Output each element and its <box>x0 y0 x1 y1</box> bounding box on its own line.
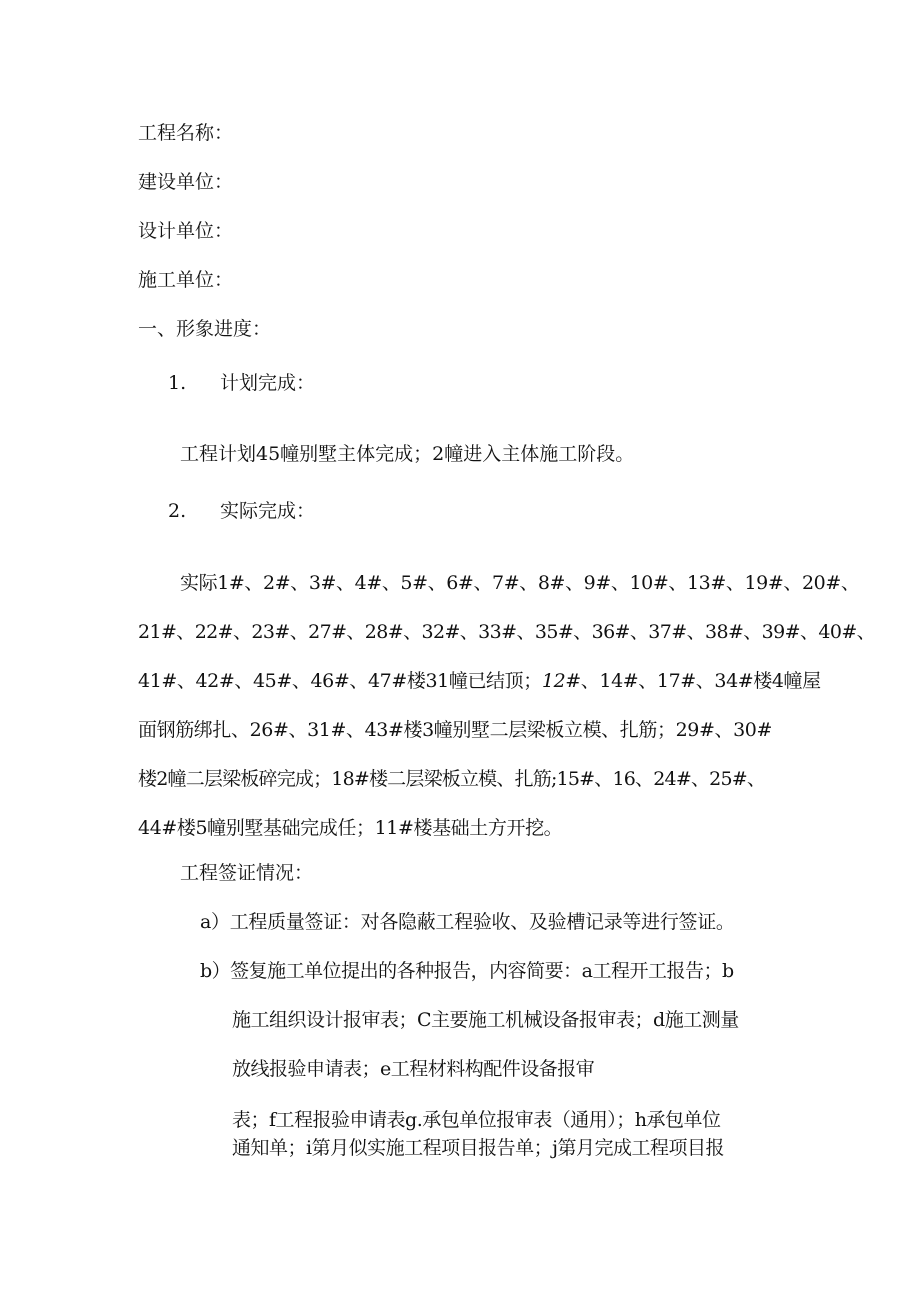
designer-label: 设计单位： <box>138 220 234 242</box>
actual-line-3-part-a: 41#、42#、45#、46#、47#楼31幢已结顶； <box>138 670 542 692</box>
actual-line-3-italic: 12# <box>541 670 581 692</box>
item-number-1: 1. <box>168 372 187 394</box>
planned-text: 工程计划45幢别墅主体完成；2幢进入主体施工阶段。 <box>180 443 635 465</box>
actual-line-2: 21#、22#、23#、27#、28#、32#、33#、35#、36#、37#、38#、39#、40#、 <box>138 621 876 643</box>
visa-item-b-line-2: 施工组织设计报审表；C主要施工机械设备报审表；d施工测量 <box>232 1009 739 1031</box>
planned-label: 计划完成： <box>220 372 316 394</box>
visa-title: 工程签证情况： <box>180 862 314 884</box>
visa-item-b-line-1: b）签复施工单位提出的各种报告，内容简要：a工程开工报告；b <box>200 960 734 982</box>
item-number-2: 2. <box>168 500 187 522</box>
actual-line-3-part-b: 、14#、17#、34#楼4幢屋 <box>580 670 821 692</box>
visa-item-a: a）工程质量签证：对各隐蔽工程验收、及验槽记录等进行签证。 <box>200 911 735 933</box>
visa-item-b-line-5: 通知单；i第月似实施工程项目报告单；j第月完成工程项目报 <box>232 1137 724 1159</box>
visa-item-b-line-4: 表；f工程报验申请表g.承包单位报审表（通用）；h承包单位 <box>232 1109 721 1131</box>
actual-label: 实际完成： <box>220 500 316 522</box>
section-title-progress: 一、形象进度： <box>138 318 272 340</box>
actual-line-4: 面钢筋绑扎、26#、31#、43#楼3幢别墅二层梁板立模、扎筋；29#、30# <box>138 719 772 741</box>
project-name-label: 工程名称： <box>138 122 234 144</box>
actual-line-6: 44#楼5幢别墅基础完成任；11#楼基础土方开挖。 <box>138 817 563 839</box>
owner-label: 建设单位： <box>138 171 234 193</box>
actual-line-5: 楼2幢二层梁板碎完成；18#楼二层梁板立模、扎筋;15#、16、24#、25#、 <box>138 768 766 790</box>
visa-item-b-line-3: 放线报验申请表；e工程材料构配件设备报审 <box>232 1058 595 1080</box>
contractor-label: 施工单位： <box>138 269 234 291</box>
actual-line-1: 实际1#、2#、3#、4#、5#、6#、7#、8#、9#、10#、13#、19#、20#、 <box>180 572 860 594</box>
actual-line-3 <box>138 669 821 693</box>
